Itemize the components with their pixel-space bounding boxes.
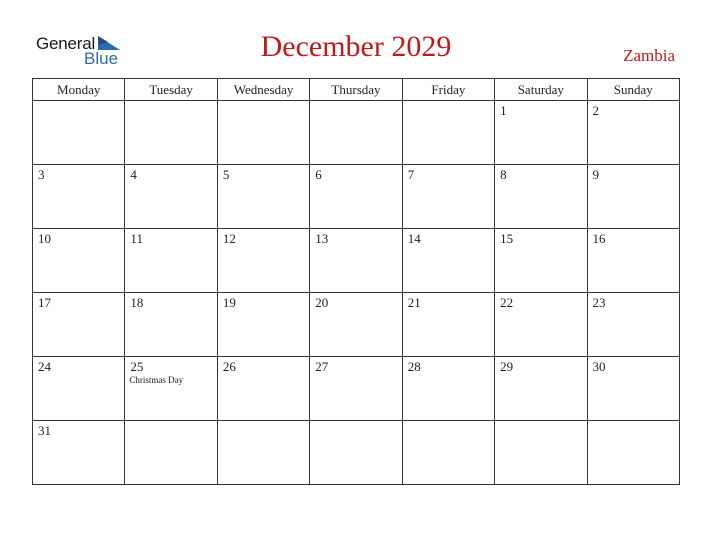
day-number: 7 (407, 167, 415, 182)
weekday-header-row (33, 79, 680, 101)
day-number: 23 (592, 295, 606, 310)
day-number: 2 (592, 103, 600, 118)
day-number: 27 (315, 359, 329, 374)
weekday-header: Tuesday (125, 79, 217, 101)
day-cell (402, 357, 494, 421)
day-cell (587, 101, 679, 165)
calendar-title: December 2029 (260, 30, 452, 63)
day-number: 13 (315, 231, 329, 246)
day-number: 8 (500, 167, 507, 182)
day-cell (125, 357, 217, 421)
day-cell (217, 421, 309, 485)
day-cell (587, 357, 679, 421)
logo-text-general: General (36, 34, 96, 53)
week-row (33, 101, 680, 165)
weekday-header: Wednesday (217, 79, 309, 101)
day-number: 29 (500, 359, 514, 374)
day-cell (310, 165, 402, 229)
day-cell (587, 165, 679, 229)
day-cell (310, 229, 402, 293)
country-name: Zambia (623, 46, 675, 65)
day-cell (33, 293, 125, 357)
day-cell (125, 101, 217, 165)
day-cell (33, 165, 125, 229)
logo-text-blue: Blue (84, 49, 119, 68)
day-number: 16 (592, 231, 606, 246)
day-number: 20 (315, 295, 329, 310)
day-number: 31 (38, 423, 51, 438)
day-cell (495, 357, 587, 421)
day-cell (33, 357, 125, 421)
day-cell (125, 293, 217, 357)
day-cell (33, 421, 125, 485)
day-number: 28 (407, 359, 421, 374)
day-number: 26 (222, 359, 236, 374)
day-cell (310, 357, 402, 421)
weekday-header: Monday (33, 79, 125, 101)
day-cell (217, 293, 309, 357)
day-number: 24 (38, 359, 51, 374)
day-cell (495, 229, 587, 293)
day-cell (587, 421, 679, 485)
day-number: 6 (315, 167, 322, 182)
day-number (218, 101, 309, 103)
day-cell (125, 165, 217, 229)
day-number: 10 (38, 231, 51, 246)
day-number: 22 (500, 295, 514, 310)
week-row (33, 293, 680, 357)
day-cell (402, 421, 494, 485)
day-number: 30 (592, 359, 606, 374)
day-cell (125, 421, 217, 485)
week-row (33, 229, 680, 293)
day-number: 18 (130, 295, 144, 310)
day-number (125, 101, 216, 103)
weekday-header: Saturday (495, 79, 587, 101)
day-number: 4 (130, 167, 137, 182)
day-cell (402, 229, 494, 293)
day-number: 3 (38, 167, 45, 182)
day-number: 21 (407, 295, 421, 310)
day-cell (125, 229, 217, 293)
day-cell (402, 101, 494, 165)
day-cell (402, 165, 494, 229)
day-number (125, 421, 216, 423)
day-number: 12 (222, 231, 236, 246)
week-row (33, 421, 680, 485)
day-number: 5 (222, 167, 230, 182)
week-row (33, 165, 680, 229)
week-row (33, 357, 680, 421)
weekday-header: Thursday (310, 79, 402, 101)
day-number: 19 (222, 295, 236, 310)
day-cell (310, 421, 402, 485)
day-number (403, 421, 494, 423)
calendar-grid (32, 78, 680, 485)
weekday-header: Sunday (587, 79, 679, 101)
day-number (310, 421, 401, 423)
day-number (588, 421, 679, 423)
day-cell (33, 101, 125, 165)
day-cell (217, 229, 309, 293)
day-number: 15 (500, 231, 514, 246)
holiday-label: Christmas Day (129, 375, 184, 385)
day-cell (310, 101, 402, 165)
day-number: 1 (500, 103, 507, 118)
day-cell (33, 229, 125, 293)
day-cell (310, 293, 402, 357)
day-cell (495, 421, 587, 485)
weekday-header: Friday (402, 79, 494, 101)
day-number: 14 (407, 231, 421, 246)
day-number: 9 (592, 167, 600, 182)
day-cell (217, 357, 309, 421)
day-number (310, 101, 401, 103)
day-number: 11 (130, 231, 143, 246)
day-cell (217, 165, 309, 229)
day-cell (495, 101, 587, 165)
day-number: 17 (38, 295, 51, 310)
day-cell (495, 293, 587, 357)
day-number (495, 421, 586, 423)
day-number (218, 421, 309, 423)
day-cell (217, 101, 309, 165)
day-number (33, 101, 124, 103)
day-cell (587, 229, 679, 293)
day-number (403, 101, 494, 103)
day-cell (495, 165, 587, 229)
day-cell (402, 293, 494, 357)
day-number: 25 (130, 359, 144, 374)
day-cell (587, 293, 679, 357)
